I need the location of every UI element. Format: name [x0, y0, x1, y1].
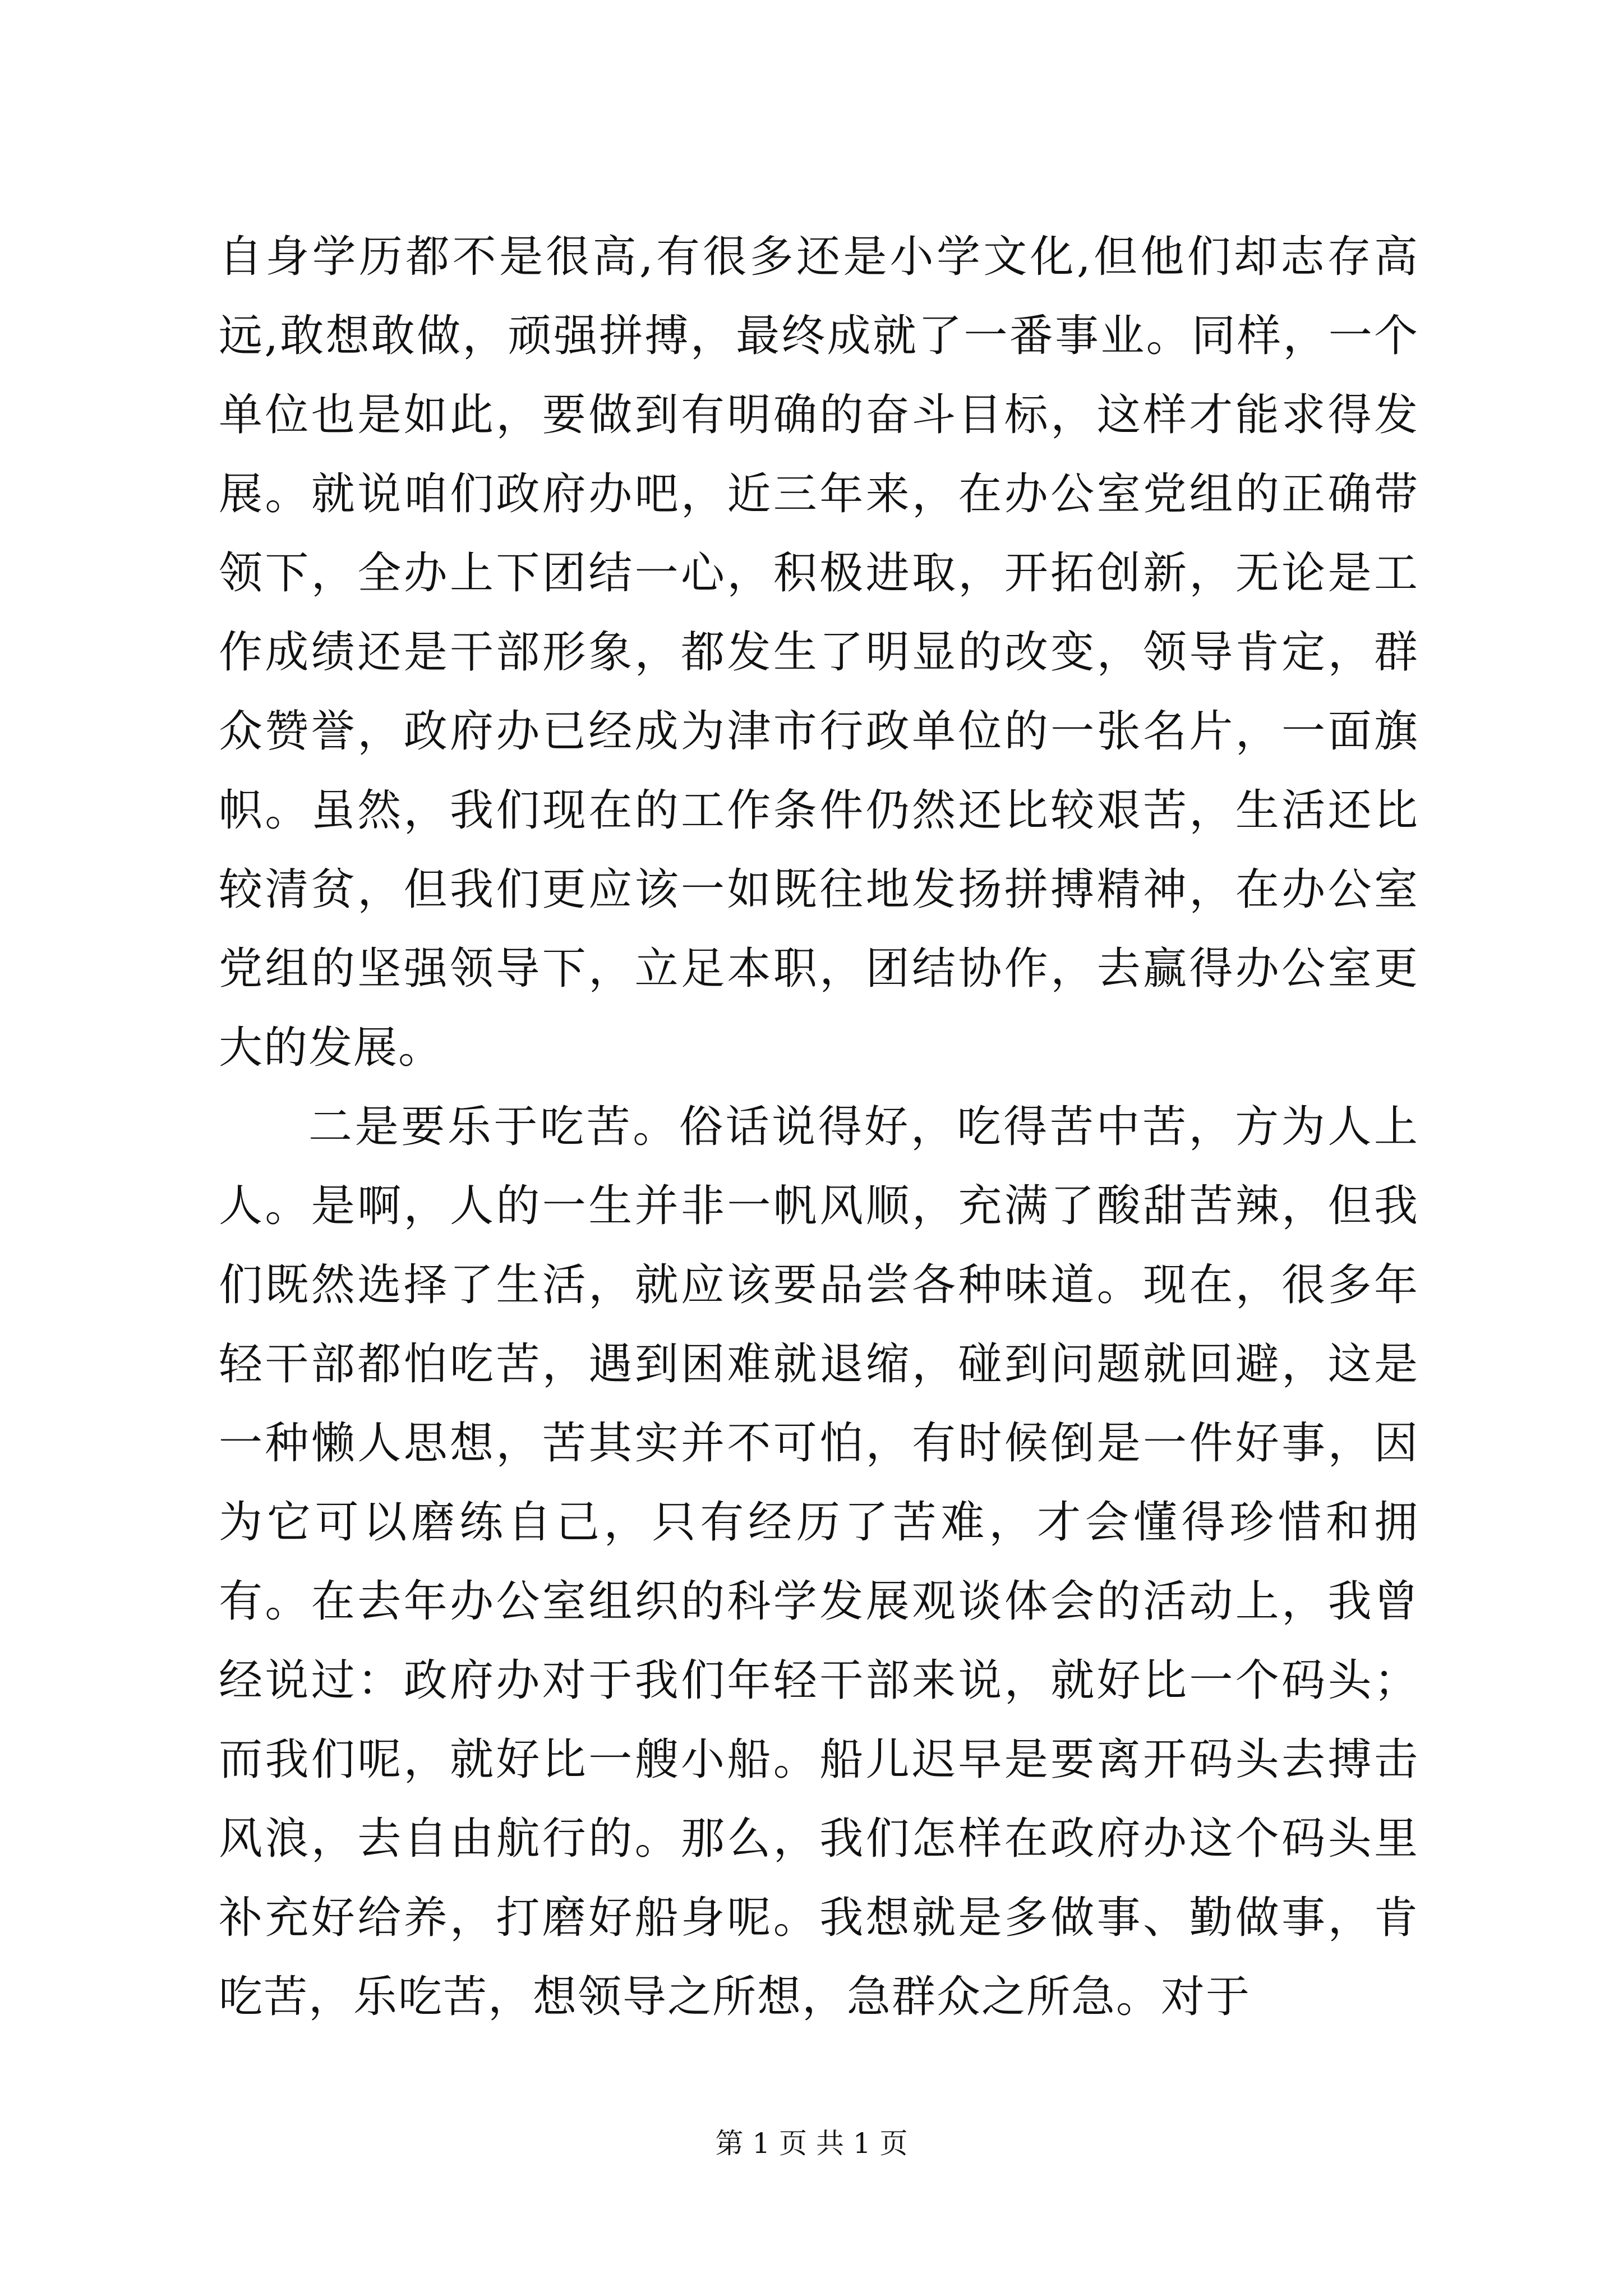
paragraph-1: 自身学历都不是很高,有很多还是小学文化,但他们却志存高远,敢想敢做，顽强拼搏，最终成就了一番事业。同样，一个单位也是如此，要做到有明确的奋斗目标，这样才能求得发展。就说咱们政府办吧，近三年来，在办公室党组的正确带领下，全办上下团结一心，积极进取，开拓创新，无论是工作成绩还是干部形象，都发生了明显的改变，领导肯定，群众赞誉，政府办已经成为津市行政单位的一张名片，一面旗帜。虽然，我们现在的工作条件仍然还比较艰苦，生活还比较清贫，但我们更应该一如既往地发扬拼搏精神，在办公室党组的坚强领导下，立足本职，团结协作，去赢得办公室更大的发展。	[219, 232, 1419, 1073]
document-body	[219, 218, 1419, 2037]
page-footer: 第 1 页 共 1 页	[715, 2127, 908, 2160]
paragraph-2: 二是要乐于吃苦。俗话说得好，吃得苦中苦，方为人上人。是啊，人的一生并非一帆风顺，充满了酸甜苦辣，但我们既然选择了生活，就应该要品尝各种味道。现在，很多年轻干部都怕吃苦，遇到困难就退缩，碰到问题就回避，这是一种懒人思想，苦其实并不可怕，有时候倒是一件好事，因为它可以磨练自己，只有经历了苦难，才会懂得珍惜和拥有。在去年办公室组织的科学发展观谈体会的活动上，我曾经说过：政府办对于我们年轻干部来说，就好比一个码头；而我们呢，就好比一艘小船。船儿迟早是要离开码头去搏击风浪，去自由航行的。那么，我们怎样在政府办这个码头里补充好给养，打磨好船身呢。我想就是多做事、勤做事，肯吃苦，乐吃苦，想领导之所想，急群众之所急。对于	[219, 1102, 1419, 2022]
